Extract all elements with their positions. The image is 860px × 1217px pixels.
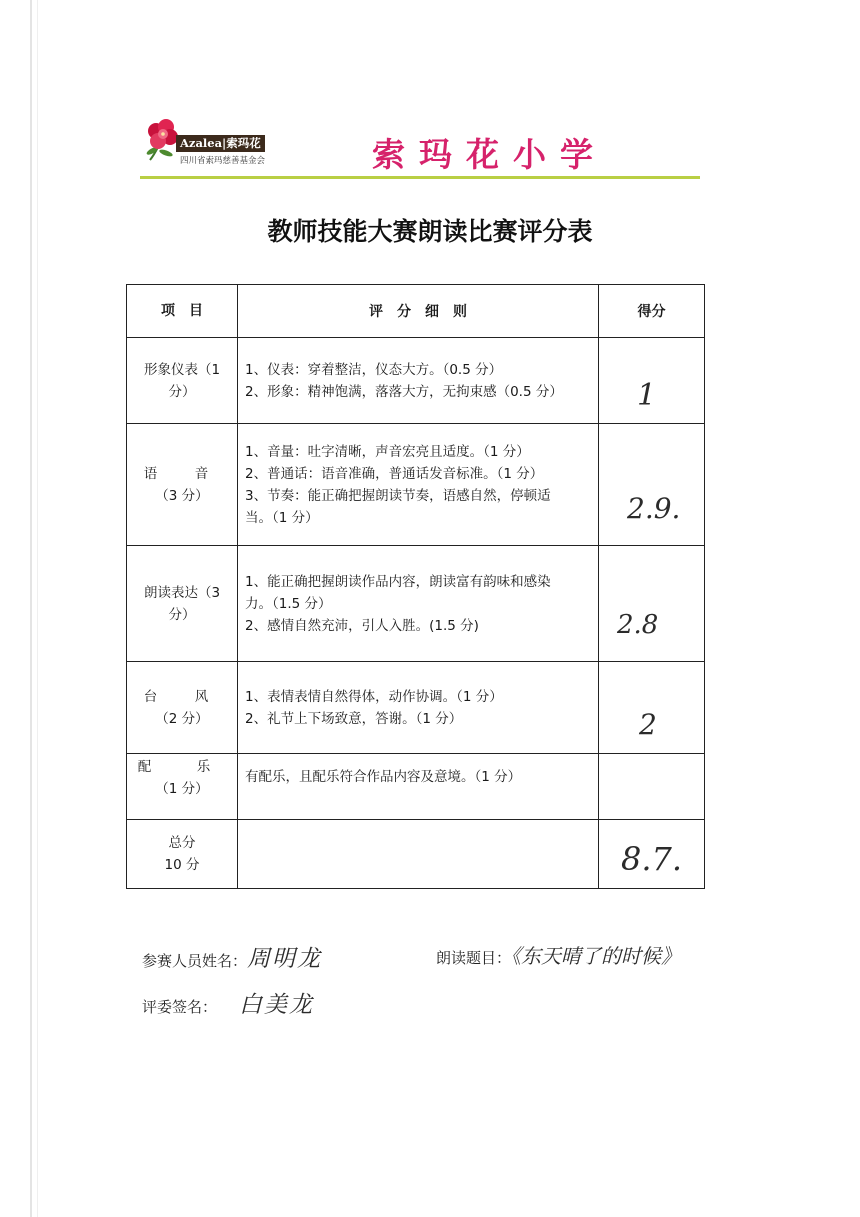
reading-title-label: 朗读题目： xyxy=(436,949,512,967)
detail-line: 2、礼节上下场致意，答谢。（1 分） xyxy=(245,710,463,727)
table-row xyxy=(127,338,705,424)
item-cell xyxy=(127,754,238,820)
school-logo xyxy=(144,115,284,169)
item-name: 语 音 xyxy=(143,465,221,482)
handwritten-score: 1 xyxy=(637,378,657,413)
participant-name: 周明龙 xyxy=(247,946,323,972)
total-label: 总分 xyxy=(168,835,196,851)
detail-line: 1、音量：吐字清晰，声音宏亮且适度。（1 分） xyxy=(245,443,530,460)
school-name: 索玛花小学 xyxy=(372,135,607,174)
foundation-name: 四川省索玛慈善基金会 xyxy=(180,156,266,166)
score-cell xyxy=(599,820,705,889)
score-cell xyxy=(599,754,705,820)
item-points: （1 分） xyxy=(155,781,209,797)
item-cell xyxy=(127,662,238,754)
detail-cell xyxy=(238,546,599,662)
header-divider xyxy=(140,176,700,179)
detail-cell xyxy=(238,754,599,820)
item-name: 台 风 xyxy=(143,688,221,705)
detail-line: 有配乐，且配乐符合作品内容及意境。（1 分） xyxy=(245,769,522,785)
detail-cell xyxy=(238,662,599,754)
table-row-total xyxy=(127,820,705,889)
detail-cell xyxy=(238,424,599,546)
score-cell xyxy=(599,424,705,546)
detail-line: 2、普通话：语音准确，普通话发音标准。（1 分） xyxy=(245,465,544,482)
item-points: （3 分） xyxy=(155,487,209,504)
item-points: （2 分） xyxy=(155,710,209,727)
item-points: 分） xyxy=(168,383,196,400)
judge-label: 评委签名： xyxy=(142,998,218,1016)
azalea-flower-icon xyxy=(144,117,180,161)
letterhead xyxy=(140,113,700,183)
detail-line: 1、能正确把握朗读作品内容，朗读富有韵味和感染 xyxy=(245,573,551,590)
score-cell xyxy=(599,546,705,662)
detail-line: 3、节奏：能正确把握朗读节奏，语感自然，停顿适 xyxy=(245,487,551,504)
document-title: 教师技能大赛朗读比赛评分表 xyxy=(267,217,593,246)
detail-line: 1、仪表：穿着整洁，仪态大方。（0.5 分） xyxy=(245,361,503,378)
table-row xyxy=(127,662,705,754)
item-cell xyxy=(127,546,238,662)
item-name: 朗读表达（3 xyxy=(143,584,221,601)
reading-title-value: 《东天晴了的时候》 xyxy=(511,944,682,968)
header-score: 得分 xyxy=(599,285,705,338)
header-detail: 评 分 细 则 xyxy=(238,285,599,338)
judge-signature: 白美龙 xyxy=(239,992,315,1018)
detail-line: 2、形象：精神饱满，落落大方，无拘束感（0.5 分） xyxy=(245,383,563,400)
handwritten-score: 2.9. xyxy=(627,492,681,525)
table-row xyxy=(127,754,705,820)
judge-signature-line xyxy=(142,986,314,1019)
logo-badge-text: Azalea|索玛花 xyxy=(176,135,265,152)
score-cell xyxy=(599,662,705,754)
scan-edge xyxy=(37,0,38,1217)
table-row xyxy=(127,424,705,546)
header-item: 项 目 xyxy=(127,285,238,338)
detail-cell xyxy=(238,338,599,424)
detail-line: 1、表情表情自然得体，动作协调。（1 分） xyxy=(245,688,503,705)
detail-line: 当。（1 分） xyxy=(245,509,319,526)
participant-label: 参赛人员姓名： xyxy=(142,952,248,970)
total-points: 10 分 xyxy=(164,857,200,873)
item-cell xyxy=(127,424,238,546)
item-cell xyxy=(127,820,238,889)
table-header-row xyxy=(127,285,705,338)
item-name: 形象仪表（1 xyxy=(143,361,221,378)
item-name: 配 乐 xyxy=(137,759,227,775)
item-cell xyxy=(127,338,238,424)
detail-line: 力。（1.5 分） xyxy=(245,595,332,612)
handwritten-score: 2 xyxy=(639,708,657,741)
handwritten-total-score: 8.7. xyxy=(621,840,683,878)
detail-line: 2、感情自然充沛，引人入胜。(1.5 分) xyxy=(245,617,479,634)
participant-line xyxy=(142,940,322,973)
score-cell xyxy=(599,338,705,424)
table-row xyxy=(127,546,705,662)
scan-edge xyxy=(30,0,32,1217)
detail-cell xyxy=(238,820,599,889)
item-points: 分） xyxy=(168,606,196,623)
handwritten-score: 2.8 xyxy=(617,610,659,640)
reading-title-line xyxy=(436,940,681,969)
scoring-table xyxy=(126,284,705,889)
